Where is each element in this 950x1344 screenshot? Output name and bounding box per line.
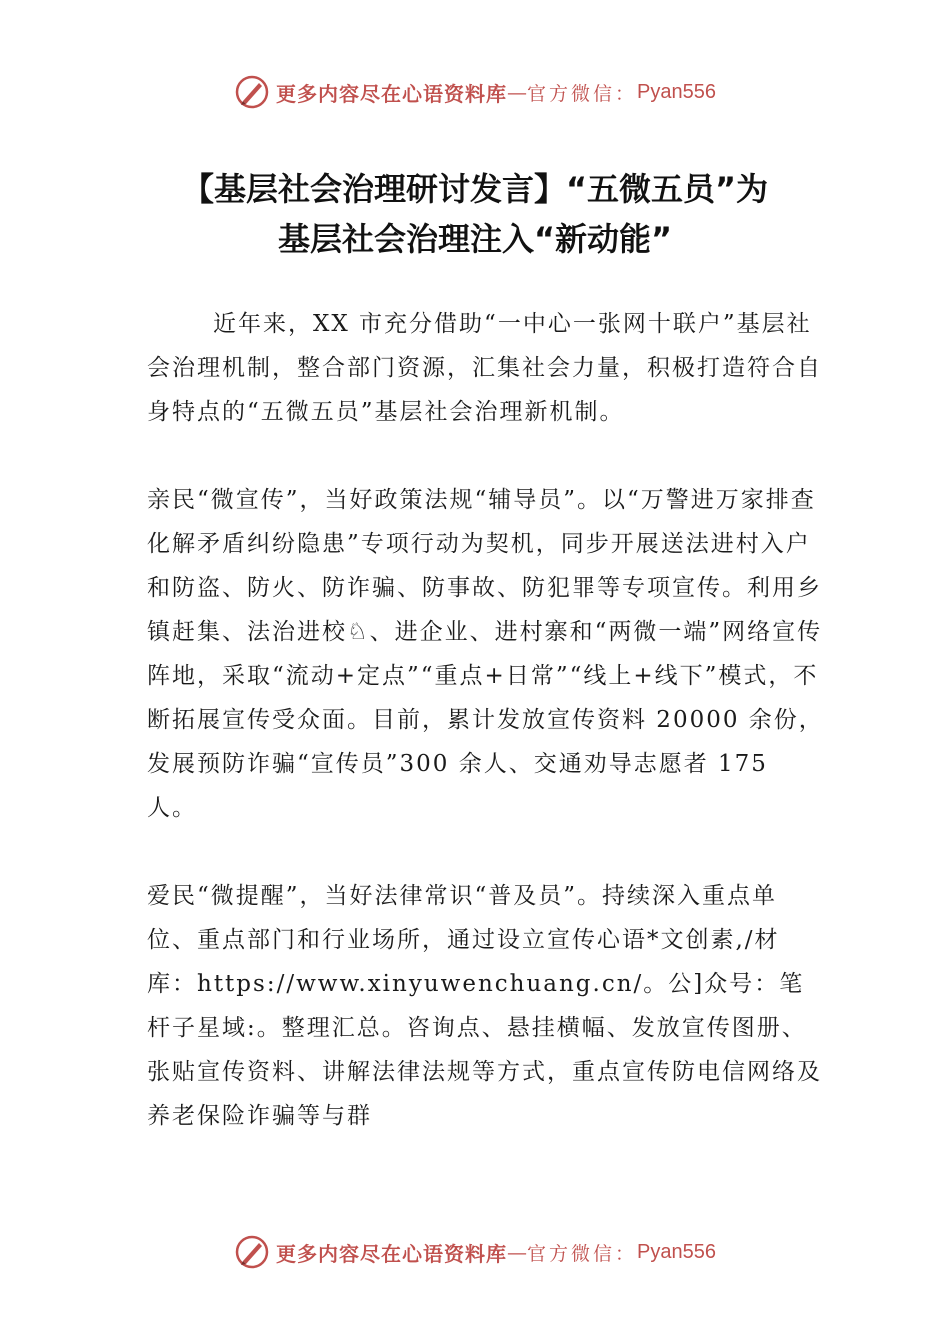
pen-logo-icon — [234, 74, 270, 110]
watermark-wechat-label: 官方微信： — [527, 1242, 638, 1265]
pen-logo-icon — [234, 1234, 270, 1270]
watermark-text: 更多内容尽在心语资料库 — [276, 81, 507, 106]
watermark-separator: — — [507, 1240, 527, 1264]
watermark-wechat-id: Pyan556 — [637, 1240, 716, 1263]
paragraph-gap — [147, 830, 827, 874]
document-body — [147, 302, 827, 1138]
watermark-header — [0, 70, 950, 114]
watermark-wechat-label: 官方微信： — [527, 82, 638, 105]
title-line-1: 【基层社会治理研讨发言】“五微五员”为 — [181, 170, 769, 208]
watermark-separator: — — [507, 80, 527, 104]
paragraph-gap — [147, 434, 827, 478]
watermark-footer — [0, 1230, 950, 1274]
watermark-text: 更多内容尽在心语资料库 — [276, 1241, 507, 1266]
paragraph-intro: 近年来，XX 市充分借助“一中心一张网十联户”基层社会治理机制，整合部门资源，汇集社会力量，积极打造符合自身特点的“五微五员”基层社会治理新机制。 — [147, 311, 822, 425]
paragraph-micro-reminder: 爱民“微提醒”，当好法律常识“普及员”。持续深入重点单位、重点部门和行业场所，通过设立宣传心语*文创素,/材库：https://www.xinyuwenchuang.cn/。公]众号：笔杆子星域:。整理汇总。咨询点、悬挂横幅、发放宣传图册、张贴宣传资料、讲解法律法规等方式，重点宣传防电信网络及养老保险诈骗等与群 — [147, 883, 822, 1129]
document-title — [0, 164, 950, 264]
title-line-2: 基层社会治理注入“新动能” — [277, 220, 673, 258]
paragraph-micro-publicity: 亲民“微宣传”，当好政策法规“辅导员”。以“万警进万家排查化解矛盾纠纷隐患”专项行动为契机，同步开展送法进村入户和防盗、防火、防诈骗、防事故、防犯罪等专项宣传。利用乡镇赶集、法治进校♘、进企业、进村寨和“两微一端”网络宣传阵地，采取“流动+定点”“重点+日常”“线上+线下”模式，不断拓展宣传受众面。目前，累计发放宣传资料 20000 余份，发展预防诈骗“宣传员”300 余人、交通劝导志愿者 175 人。 — [147, 487, 824, 821]
watermark-wechat-id: Pyan556 — [637, 80, 716, 103]
